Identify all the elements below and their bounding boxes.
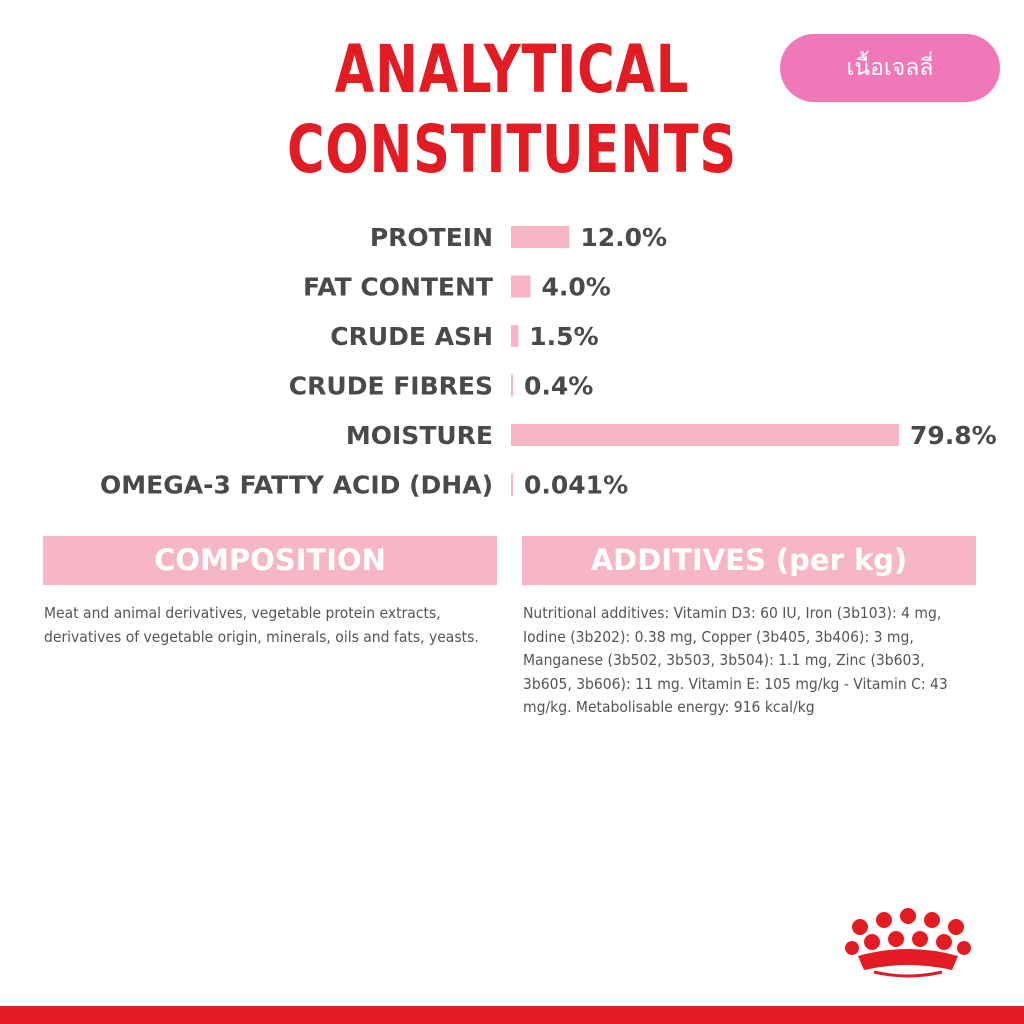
category-label-protein: PROTEIN: [369, 223, 493, 252]
title-line-1: ANALYTICAL: [334, 31, 690, 108]
additives-text: Nutritional additives: Vitamin D3: 60 IU, Iron (3b103): 4 mg, Iodine (3b202): 0.38 mg, Copper (3b405, 3b406): 3 mg, Manganese (3b502, 3b503, 3b504): 1.1 mg, Zinc (3b603, 3b605, 3b606): 11 mg. Vitamin E: 105 mg/kg - Vitamin C: 43 mg/kg. Metabolisable energy: 916 kcal/kg: [523, 604, 948, 716]
bottom-brand-strip: [0, 1006, 1024, 1024]
title-line-2: CONSTITUENTS: [286, 111, 738, 188]
category-label-crude-ash: CRUDE ASH: [330, 322, 493, 351]
value-label-moisture: 79.8%: [910, 421, 997, 450]
value-label-crude-ash: 1.5%: [529, 322, 599, 351]
bar-crude-fibres: [511, 375, 513, 397]
crown-logo-icon: [838, 904, 978, 984]
value-label-crude-fibres: 0.4%: [524, 371, 594, 401]
variant-tag: เนื้อเจลลี่: [780, 34, 1000, 102]
additives-heading: ADDITIVES (per kg): [522, 536, 976, 585]
category-label-crude-fibres: CRUDE FIBRES: [288, 371, 493, 401]
bar-crude-ash: [511, 325, 518, 347]
bar-fat-content: [511, 276, 530, 298]
composition-heading: COMPOSITION: [43, 536, 497, 585]
bar-moisture: [511, 424, 899, 446]
value-label-protein: 12.0%: [580, 223, 668, 252]
category-label-fat-content: FAT CONTENT: [302, 272, 493, 302]
composition-text: Meat and animal derivatives, vegetable protein extracts, derivatives of vegetable origin, minerals, oils and fats, yeasts.: [44, 604, 479, 646]
category-label-moisture: MOISTURE: [345, 421, 493, 450]
value-label-omega-3-fatty-acid-dha: 0.041%: [524, 470, 629, 500]
value-label-fat-content: 4.0%: [541, 272, 611, 302]
bar-protein: [511, 226, 569, 248]
bar-omega-3-fatty-acid-dha: [511, 474, 513, 496]
constituents-bar-chart: [0, 210, 1024, 510]
category-label-omega-3-fatty-acid-dha: OMEGA-3 FATTY ACID (DHA): [100, 470, 493, 500]
